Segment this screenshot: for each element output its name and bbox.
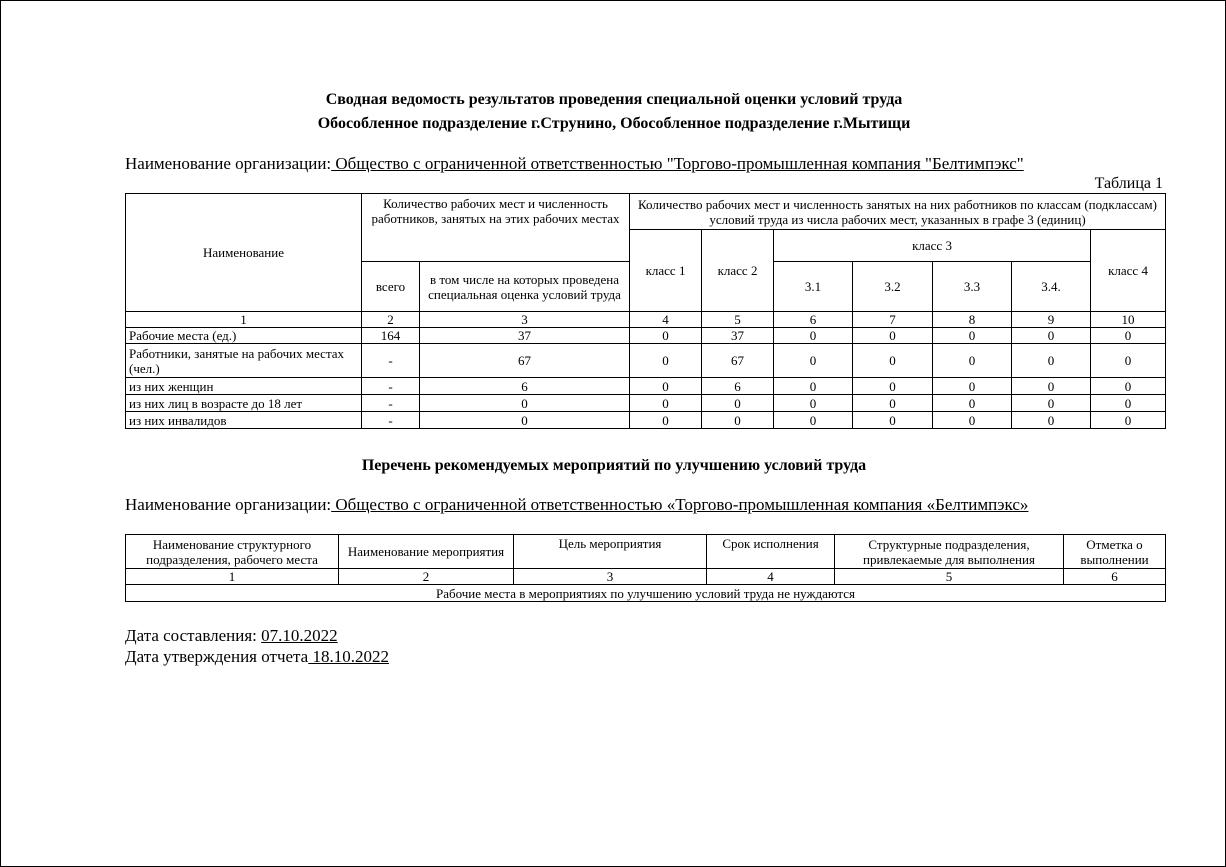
header-classes: Количество рабочих мест и численность занятых на них работников по классам (подклассам) условий труда из числа рабочих мест, указанных в графе 3 (единиц) (630, 194, 1166, 230)
column-number: 4 (630, 312, 702, 328)
cell: 0 (1012, 328, 1091, 344)
cell: 0 (774, 344, 853, 378)
cell: 0 (853, 344, 933, 378)
approved-date-line (125, 646, 389, 667)
cell: 0 (853, 412, 933, 429)
cell: 6 (702, 378, 774, 395)
cell: 0 (933, 378, 1012, 395)
cell: 0 (774, 328, 853, 344)
table-row (126, 328, 1166, 344)
cell: 0 (630, 328, 702, 344)
header-total: всего (362, 262, 420, 312)
cell: 0 (630, 344, 702, 378)
cell: 0 (1091, 378, 1166, 395)
cell: 6 (420, 378, 630, 395)
report-title: Сводная ведомость результатов проведения специальной оценки условий труда (325, 91, 903, 108)
header-assessed: в том числе на которых проведена специальная оценка условий труда (420, 262, 630, 312)
column-number: 6 (774, 312, 853, 328)
column-number-row (126, 312, 1166, 328)
header-unit: Наименование структурного подразделения, рабочего места (126, 535, 339, 569)
column-number-row (126, 569, 1166, 585)
summary-table (125, 193, 1166, 429)
compiled-date-line (125, 625, 389, 646)
header-measure: Наименование мероприятия (339, 535, 514, 569)
header-class-3-3: 3.3 (933, 262, 1012, 312)
report-subtitle: Обособленное подразделение г.Струнино, Обособленное подразделение г.Мытищи (317, 115, 911, 132)
cell: 0 (702, 412, 774, 429)
table-row (126, 344, 1166, 378)
row-label: из них инвалидов (126, 412, 362, 429)
header-name: Наименование (126, 194, 362, 312)
cell: 0 (853, 395, 933, 412)
cell: 0 (420, 395, 630, 412)
cell: 0 (1091, 412, 1166, 429)
cell: 67 (702, 344, 774, 378)
column-number: 3 (514, 569, 707, 585)
header-class-3: класс 3 (774, 230, 1091, 262)
cell: 37 (702, 328, 774, 344)
cell: 0 (933, 412, 1012, 429)
organization-name: Общество с ограниченной ответственностью «Торгово-промышленная компания «Белтимпэкс» (331, 495, 1029, 514)
cell: 164 (362, 328, 420, 344)
cell: 0 (1091, 395, 1166, 412)
table-row (126, 378, 1166, 395)
header-deadline: Срок исполнения (707, 535, 835, 569)
column-number: 7 (853, 312, 933, 328)
organization-label: Наименование организации: (125, 495, 332, 514)
cell: 0 (1091, 344, 1166, 378)
row-label: из них лиц в возрасте до 18 лет (126, 395, 362, 412)
column-number: 8 (933, 312, 1012, 328)
header-class-2: класс 2 (702, 230, 774, 312)
column-number: 5 (835, 569, 1064, 585)
cell: 0 (1012, 412, 1091, 429)
cell: 0 (630, 412, 702, 429)
measures-title: Перечень рекомендуемых мероприятий по улучшению условий труда (361, 457, 867, 474)
header-count: Количество рабочих мест и численность работников, занятых на этих рабочих местах (362, 194, 630, 262)
cell: 0 (774, 378, 853, 395)
header-completion-mark: Отметка о выполнении (1064, 535, 1166, 569)
column-number: 6 (1064, 569, 1166, 585)
column-number: 5 (702, 312, 774, 328)
compiled-date-label: Дата составления: (125, 626, 262, 645)
column-number: 4 (707, 569, 835, 585)
column-number: 1 (126, 312, 362, 328)
compiled-date-value: 07.10.2022 (261, 626, 338, 645)
row-label: Работники, занятые на рабочих местах (чел.) (126, 344, 362, 378)
cell: - (362, 412, 420, 429)
dates-block (125, 625, 389, 667)
cell: 0 (933, 395, 1012, 412)
organization-line (125, 154, 1024, 174)
cell: 0 (702, 395, 774, 412)
table-row (126, 395, 1166, 412)
cell: 0 (853, 378, 933, 395)
column-number: 1 (126, 569, 339, 585)
cell: 0 (630, 378, 702, 395)
organization-name: Общество с ограниченной ответственностью "Торгово-промышленная компания "Белтимпэкс" (331, 154, 1024, 173)
cell: 0 (1012, 378, 1091, 395)
cell: 0 (774, 395, 853, 412)
header-class-1: класс 1 (630, 230, 702, 312)
header-class-4: класс 4 (1091, 230, 1166, 312)
column-number: 10 (1091, 312, 1166, 328)
cell: 0 (420, 412, 630, 429)
cell: 0 (774, 412, 853, 429)
cell: 0 (853, 328, 933, 344)
cell: 0 (630, 395, 702, 412)
column-number: 9 (1012, 312, 1091, 328)
cell: 0 (1012, 344, 1091, 378)
header-class-3-4: 3.4. (1012, 262, 1091, 312)
column-number: 3 (420, 312, 630, 328)
cell: - (362, 344, 420, 378)
cell: 37 (420, 328, 630, 344)
row-label: из них женщин (126, 378, 362, 395)
row-label: Рабочие места (ед.) (126, 328, 362, 344)
header-goal: Цель мероприятия (514, 535, 707, 569)
approved-date-label: Дата утверждения отчета (125, 647, 309, 666)
measures-table (125, 534, 1166, 602)
cell: 0 (1012, 395, 1091, 412)
header-departments: Структурные подразделения, привлекаемые для выполнения (835, 535, 1064, 569)
header-class-3-2: 3.2 (853, 262, 933, 312)
table-1-label: Таблица 1 (1094, 175, 1163, 192)
cell: 0 (933, 344, 1012, 378)
table-row (126, 412, 1166, 429)
organization-line-2 (125, 495, 1028, 515)
cell: - (362, 378, 420, 395)
cell: 67 (420, 344, 630, 378)
no-measures-note: Рабочие места в мероприятиях по улучшению условий труда не нуждаются (126, 585, 1166, 602)
column-number: 2 (339, 569, 514, 585)
column-number: 2 (362, 312, 420, 328)
header-class-3-1: 3.1 (774, 262, 853, 312)
cell: - (362, 395, 420, 412)
cell: 0 (1091, 328, 1166, 344)
cell: 0 (933, 328, 1012, 344)
approved-date-value: 18.10.2022 (308, 647, 389, 666)
organization-label: Наименование организации: (125, 154, 332, 173)
